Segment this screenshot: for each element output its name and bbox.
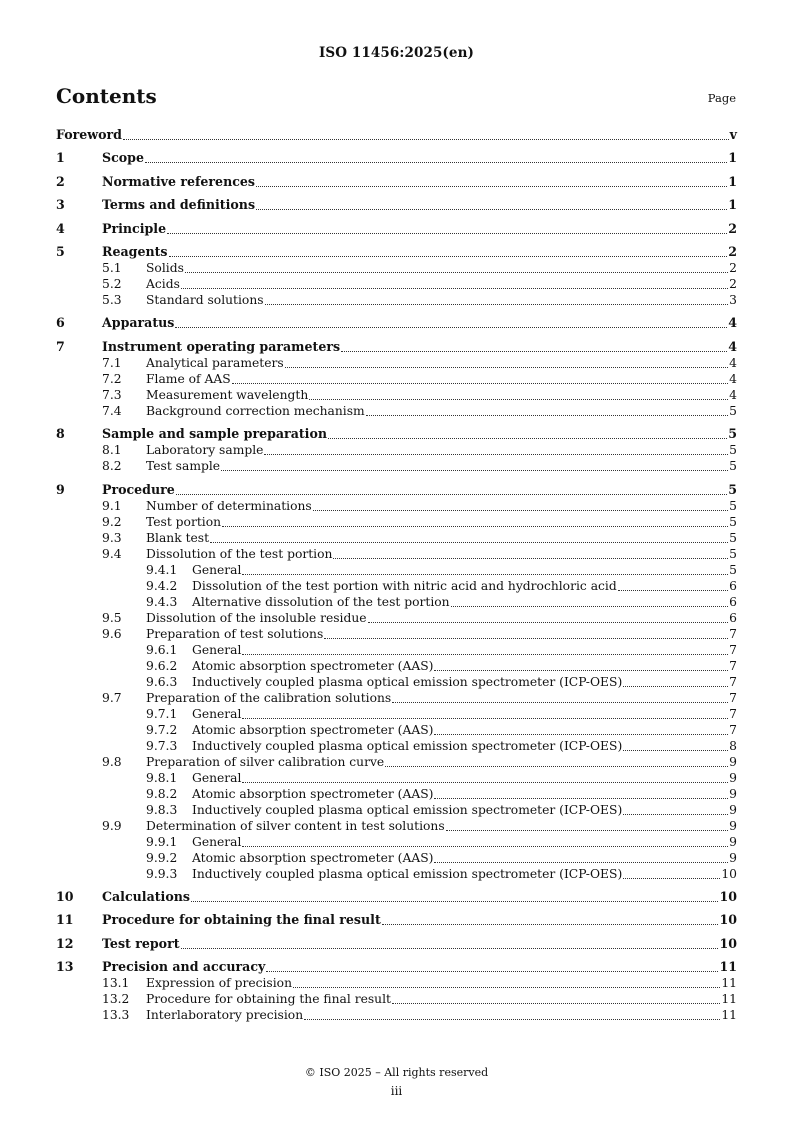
dot-leader: [385, 765, 728, 767]
toc-entry[interactable]: [56, 339, 737, 355]
toc-entry-page: 8: [729, 738, 737, 753]
toc-entry-number: 5.3: [102, 292, 122, 307]
toc-entry-number: 9.7.1: [146, 706, 178, 721]
toc-entry[interactable]: [56, 889, 737, 905]
toc-entry[interactable]: [56, 866, 737, 882]
toc-entry-number: 7.3: [102, 387, 122, 402]
toc-entry-number: 13.3: [102, 1008, 130, 1023]
toc-entry[interactable]: [56, 276, 737, 292]
toc-entry-title: Acids: [146, 276, 180, 291]
toc-entry-number: 7.1: [102, 355, 122, 370]
toc-entry-page: 2: [729, 260, 737, 275]
toc-entry-page: 9: [729, 802, 737, 817]
dot-leader: [623, 813, 728, 815]
toc-entry-title: Blank test: [146, 530, 210, 545]
toc-entry-number: 9.6.2: [146, 658, 178, 673]
toc-entry-number: 9.6: [102, 626, 122, 641]
toc-entry-page: 4: [729, 371, 737, 386]
toc-entry-page: 4: [728, 338, 737, 354]
toc-entry-title: Apparatus: [102, 315, 175, 331]
toc-entry-title: Flame of AAS: [146, 371, 231, 386]
toc-entry-number: 8.2: [102, 459, 122, 474]
toc-entry-title: Atomic absorption spectrometer (AAS): [192, 850, 434, 865]
toc-entry-page: 9: [729, 850, 737, 865]
toc-entry-number: 9.8: [102, 754, 122, 769]
toc-entry-title: Dissolution of the test portion: [146, 546, 333, 561]
toc-entry[interactable]: [56, 498, 737, 514]
toc-entry-page: 9: [729, 818, 737, 833]
toc-entry[interactable]: [56, 754, 737, 770]
toc-entry-page: 11: [721, 992, 737, 1007]
toc-entry-number: 5.1: [102, 260, 122, 275]
toc-entry-number: 9.2: [102, 514, 122, 529]
toc-entry-page: 9: [729, 786, 737, 801]
toc-entry-page: 7: [729, 642, 737, 657]
toc-entry-number: 11: [56, 912, 74, 928]
toc-entry-number: 9.6.1: [146, 642, 178, 657]
toc-entry-number: 10: [56, 888, 74, 904]
toc-entry[interactable]: [56, 197, 737, 213]
toc-entry-number: 1: [56, 150, 65, 166]
toc-entry[interactable]: [56, 610, 737, 626]
dot-leader: [266, 970, 718, 972]
dot-leader: [392, 701, 728, 703]
toc-entry-title: Scope: [102, 150, 144, 166]
toc-entry-page: 6: [729, 610, 737, 625]
toc-entry-number: 9.8.3: [146, 802, 178, 817]
dot-leader: [618, 589, 728, 591]
dot-leader: [623, 685, 728, 687]
toc-entry[interactable]: [56, 690, 737, 706]
toc-entry[interactable]: [56, 991, 737, 1007]
toc-entry[interactable]: [56, 936, 737, 952]
toc-entry-title: Number of determinations: [146, 498, 312, 513]
dot-leader: [328, 437, 727, 439]
dot-leader: [176, 493, 727, 495]
dot-leader: [313, 509, 728, 511]
dot-leader: [123, 138, 729, 140]
toc-entry[interactable]: [56, 975, 737, 991]
toc-entry-page: 7: [729, 626, 737, 641]
dot-leader: [256, 208, 727, 210]
toc-entry[interactable]: [56, 514, 737, 530]
toc-entry[interactable]: [56, 482, 737, 498]
toc-entry-number: 2: [56, 173, 65, 189]
dot-leader: [232, 382, 728, 384]
toc-entry[interactable]: [56, 387, 737, 403]
toc-entry-number: 9.1: [102, 498, 122, 513]
toc-entry-number: 13.2: [102, 992, 130, 1007]
toc-entry-page: 7: [729, 658, 737, 673]
dot-leader: [392, 1002, 720, 1004]
dot-leader: [304, 1018, 720, 1020]
toc-entry[interactable]: [56, 260, 737, 276]
toc-entry-title: Preparation of silver calibration curve: [146, 754, 385, 769]
dot-leader: [434, 797, 728, 799]
dot-leader: [242, 717, 728, 719]
toc-entry-page: 5: [729, 546, 737, 561]
toc-entry-number: 7.4: [102, 403, 122, 418]
toc-entry-title: Inductively coupled plasma optical emission spectrometer (ICP-OES): [192, 802, 623, 817]
toc-entry[interactable]: [56, 770, 737, 786]
toc-entry[interactable]: [56, 834, 737, 850]
toc-entry[interactable]: [56, 458, 737, 474]
toc-entry[interactable]: [56, 959, 737, 975]
dot-leader: [324, 637, 728, 639]
dot-leader: [210, 541, 728, 543]
toc-entry-title: Determination of silver content in test solutions: [146, 818, 445, 833]
toc-entry-title: General: [192, 562, 242, 577]
toc-entry[interactable]: [56, 818, 737, 834]
toc-entry-number: 9.4: [102, 546, 122, 561]
toc-entry-title: General: [192, 642, 242, 657]
toc-entry-number: 3: [56, 197, 65, 213]
toc-entry-title: Reagents: [102, 243, 168, 259]
toc-entry-page: v: [729, 127, 737, 142]
toc-entry[interactable]: [56, 127, 737, 143]
toc-entry[interactable]: [56, 426, 737, 442]
toc-entry-title: Test portion: [146, 514, 222, 529]
toc-entry-title: Preparation of the calibration solutions: [146, 690, 392, 705]
toc-entry[interactable]: [56, 1007, 737, 1023]
toc-entry-page: 9: [729, 834, 737, 849]
toc-entry-title: Precision and accuracy: [102, 959, 266, 975]
toc-entry-number: 8.1: [102, 443, 122, 458]
toc-entry[interactable]: [56, 546, 737, 562]
toc-entry-title: Measurement wavelength: [146, 387, 309, 402]
toc-entry[interactable]: [56, 150, 737, 166]
toc-entry-number: 9.9.1: [146, 834, 178, 849]
dot-leader: [434, 669, 728, 671]
dot-leader: [382, 923, 719, 925]
toc-entry-page: 5: [728, 426, 737, 442]
document-header: ISO 11456:2025(en): [318, 45, 475, 61]
toc-entry-number: 9.4.3: [146, 594, 178, 609]
toc-entry-title: Procedure for obtaining the final result: [146, 992, 391, 1007]
toc-entry-title: Instrument operating parameters: [102, 338, 341, 354]
toc-entry-number: 13.1: [102, 976, 130, 991]
page-number: iii: [390, 1084, 403, 1098]
toc-entry-number: 9: [56, 481, 65, 497]
toc-entry-title: Inductively coupled plasma optical emission spectrometer (ICP-OES): [192, 674, 623, 689]
toc-entry-title: Laboratory sample: [146, 443, 264, 458]
toc-entry-page: 10: [719, 912, 737, 928]
toc-entry-page: 10: [721, 866, 737, 881]
toc-entry-title: Background correction mechanism: [146, 403, 365, 418]
table-of-contents: [56, 127, 737, 1023]
toc-entry[interactable]: [56, 626, 737, 642]
toc-entry[interactable]: [56, 174, 737, 190]
dot-leader: [242, 781, 728, 783]
toc-entry-page: 11: [721, 1008, 737, 1023]
dot-leader: [341, 350, 727, 352]
dot-leader: [191, 900, 718, 902]
toc-entry-page: 5: [729, 459, 737, 474]
toc-entry-title: Dissolution of the test portion with nitric acid and hydrochloric acid: [192, 578, 617, 593]
toc-entry[interactable]: [56, 562, 737, 578]
toc-entry-number: 9.8.1: [146, 770, 178, 785]
dot-leader: [623, 877, 720, 879]
toc-entry-page: 5: [728, 481, 737, 497]
toc-entry-page: 3: [729, 292, 737, 307]
toc-entry-number: 9.9: [102, 818, 122, 833]
toc-entry-title: Calculations: [102, 888, 190, 904]
toc-entry-title: Test sample: [146, 459, 221, 474]
toc-entry-page: 9: [729, 754, 737, 769]
toc-entry-page: 7: [729, 706, 737, 721]
toc-entry-number: 6: [56, 315, 65, 331]
toc-entry-title: Procedure for obtaining the final result: [102, 912, 381, 928]
toc-entry[interactable]: [56, 530, 737, 546]
dot-leader: [175, 326, 727, 328]
toc-entry-number: 9.9.3: [146, 866, 178, 881]
toc-entry-title: Preparation of test solutions: [146, 626, 324, 641]
dot-leader: [256, 185, 727, 187]
toc-entry-title: Atomic absorption spectrometer (AAS): [192, 658, 434, 673]
toc-entry[interactable]: [56, 578, 737, 594]
dot-leader: [242, 845, 728, 847]
dot-leader: [446, 829, 729, 831]
toc-entry-number: 9.3: [102, 530, 122, 545]
toc-entry[interactable]: [56, 371, 737, 387]
toc-entry-number: 12: [56, 935, 74, 951]
toc-entry-number: 8: [56, 426, 65, 442]
dot-leader: [185, 271, 728, 273]
toc-entry-page: 2: [728, 220, 737, 236]
dot-leader: [434, 861, 728, 863]
toc-entry-title: Normative references: [102, 173, 256, 189]
toc-entry[interactable]: [56, 802, 737, 818]
dot-leader: [368, 621, 729, 623]
toc-entry-number: 4: [56, 220, 65, 236]
page-title: Contents: [56, 84, 157, 108]
dot-leader: [167, 232, 727, 234]
dot-leader: [623, 749, 728, 751]
toc-entry-title: Terms and definitions: [102, 197, 256, 213]
toc-entry-page: 4: [728, 315, 737, 331]
toc-entry[interactable]: [56, 442, 737, 458]
toc-entry[interactable]: [56, 642, 737, 658]
toc-entry-number: 9.4.1: [146, 562, 178, 577]
toc-entry-page: 6: [729, 594, 737, 609]
dot-leader: [242, 573, 728, 575]
toc-entry-number: 5: [56, 243, 65, 259]
toc-entry-title: Interlaboratory precision: [146, 1008, 304, 1023]
toc-entry-title: Inductively coupled plasma optical emission spectrometer (ICP-OES): [192, 738, 623, 753]
toc-entry-page: 10: [719, 888, 737, 904]
toc-entry-number: 9.6.3: [146, 674, 178, 689]
toc-entry-title: General: [192, 770, 242, 785]
toc-entry[interactable]: [56, 292, 737, 308]
toc-entry-title: Solids: [146, 260, 184, 275]
dot-leader: [181, 287, 728, 289]
dot-leader: [222, 525, 728, 527]
toc-entry-title: Alternative dissolution of the test portion: [192, 594, 450, 609]
dot-leader: [434, 733, 728, 735]
dot-leader: [285, 366, 728, 368]
toc-entry-page: 2: [729, 276, 737, 291]
toc-entry-number: 7.2: [102, 371, 122, 386]
toc-entry-page: 11: [721, 976, 737, 991]
toc-entry-page: 5: [729, 498, 737, 513]
toc-entry-page: 5: [729, 514, 737, 529]
toc-entry-number: 9.7: [102, 690, 122, 705]
toc-entry-page: 1: [728, 197, 737, 213]
toc-entry-number: 9.8.2: [146, 786, 178, 801]
toc-entry-page: 7: [729, 722, 737, 737]
dot-leader: [169, 255, 728, 257]
toc-entry-page: 2: [728, 243, 737, 259]
toc-entry[interactable]: [56, 912, 737, 928]
toc-entry-title: Procedure: [102, 481, 175, 497]
toc-entry-number: 9.4.2: [146, 578, 178, 593]
toc-entry[interactable]: [56, 221, 737, 237]
toc-entry-number: 9.5: [102, 610, 122, 625]
dot-leader: [265, 303, 729, 305]
toc-entry-page: 5: [729, 443, 737, 458]
toc-entry-title: Test report: [102, 935, 180, 951]
toc-entry-title: General: [192, 706, 242, 721]
dot-leader: [145, 161, 727, 163]
toc-entry-title: Atomic absorption spectrometer (AAS): [192, 722, 434, 737]
toc-entry-page: 11: [719, 959, 737, 975]
toc-entry[interactable]: [56, 403, 737, 419]
dot-leader: [333, 557, 728, 559]
toc-entry-page: 7: [729, 690, 737, 705]
dot-leader: [181, 947, 719, 949]
toc-entry-page: 5: [729, 403, 737, 418]
toc-entry-page: 1: [728, 150, 737, 166]
toc-entry[interactable]: [56, 355, 737, 371]
toc-entry[interactable]: [56, 722, 737, 738]
toc-entry-page: 1: [728, 173, 737, 189]
toc-entry-title: Atomic absorption spectrometer (AAS): [192, 786, 434, 801]
toc-entry-title: Standard solutions: [146, 292, 264, 307]
toc-entry[interactable]: [56, 786, 737, 802]
toc-entry-title: Principle: [102, 220, 167, 236]
toc-entry-page: 5: [729, 530, 737, 545]
toc-entry-title: Sample and sample preparation: [102, 426, 328, 442]
toc-entry-page: 5: [729, 562, 737, 577]
toc-entry[interactable]: [56, 594, 737, 610]
toc-entry-number: 9.9.2: [146, 850, 178, 865]
toc-entry-number: 5.2: [102, 276, 122, 291]
toc-entry-page: 7: [729, 674, 737, 689]
page-column-label: Page: [707, 91, 736, 105]
dot-leader: [309, 398, 728, 400]
toc-entry-page: 6: [729, 578, 737, 593]
toc-entry[interactable]: [56, 850, 737, 866]
toc-entry-number: 9.7.2: [146, 722, 178, 737]
toc-entry-number: 9.7.3: [146, 738, 178, 753]
dot-leader: [293, 986, 720, 988]
toc-entry[interactable]: [56, 658, 737, 674]
toc-entry-page: 10: [719, 935, 737, 951]
dot-leader: [242, 653, 728, 655]
dot-leader: [451, 605, 729, 607]
toc-entry-number: 7: [56, 338, 65, 354]
toc-entry-page: 9: [729, 770, 737, 785]
dot-leader: [221, 469, 728, 471]
toc-entry-page: 4: [729, 355, 737, 370]
toc-entry-title: General: [192, 834, 242, 849]
toc-entry[interactable]: [56, 706, 737, 722]
toc-entry-title: Foreword: [56, 127, 122, 142]
toc-entry[interactable]: [56, 674, 737, 690]
toc-entry[interactable]: [56, 244, 737, 260]
toc-entry-number: 13: [56, 959, 74, 975]
toc-entry-page: 4: [729, 387, 737, 402]
dot-leader: [366, 414, 728, 416]
toc-entry-title: Dissolution of the insoluble residue: [146, 610, 367, 625]
copyright-notice: © ISO 2025 – All rights reserved: [304, 1066, 489, 1079]
dot-leader: [264, 453, 728, 455]
toc-entry-title: Inductively coupled plasma optical emission spectrometer (ICP-OES): [192, 866, 623, 881]
toc-entry-title: Expression of precision: [146, 976, 293, 991]
toc-entry[interactable]: [56, 315, 737, 331]
toc-entry-title: Analytical parameters: [146, 355, 284, 370]
toc-entry[interactable]: [56, 738, 737, 754]
